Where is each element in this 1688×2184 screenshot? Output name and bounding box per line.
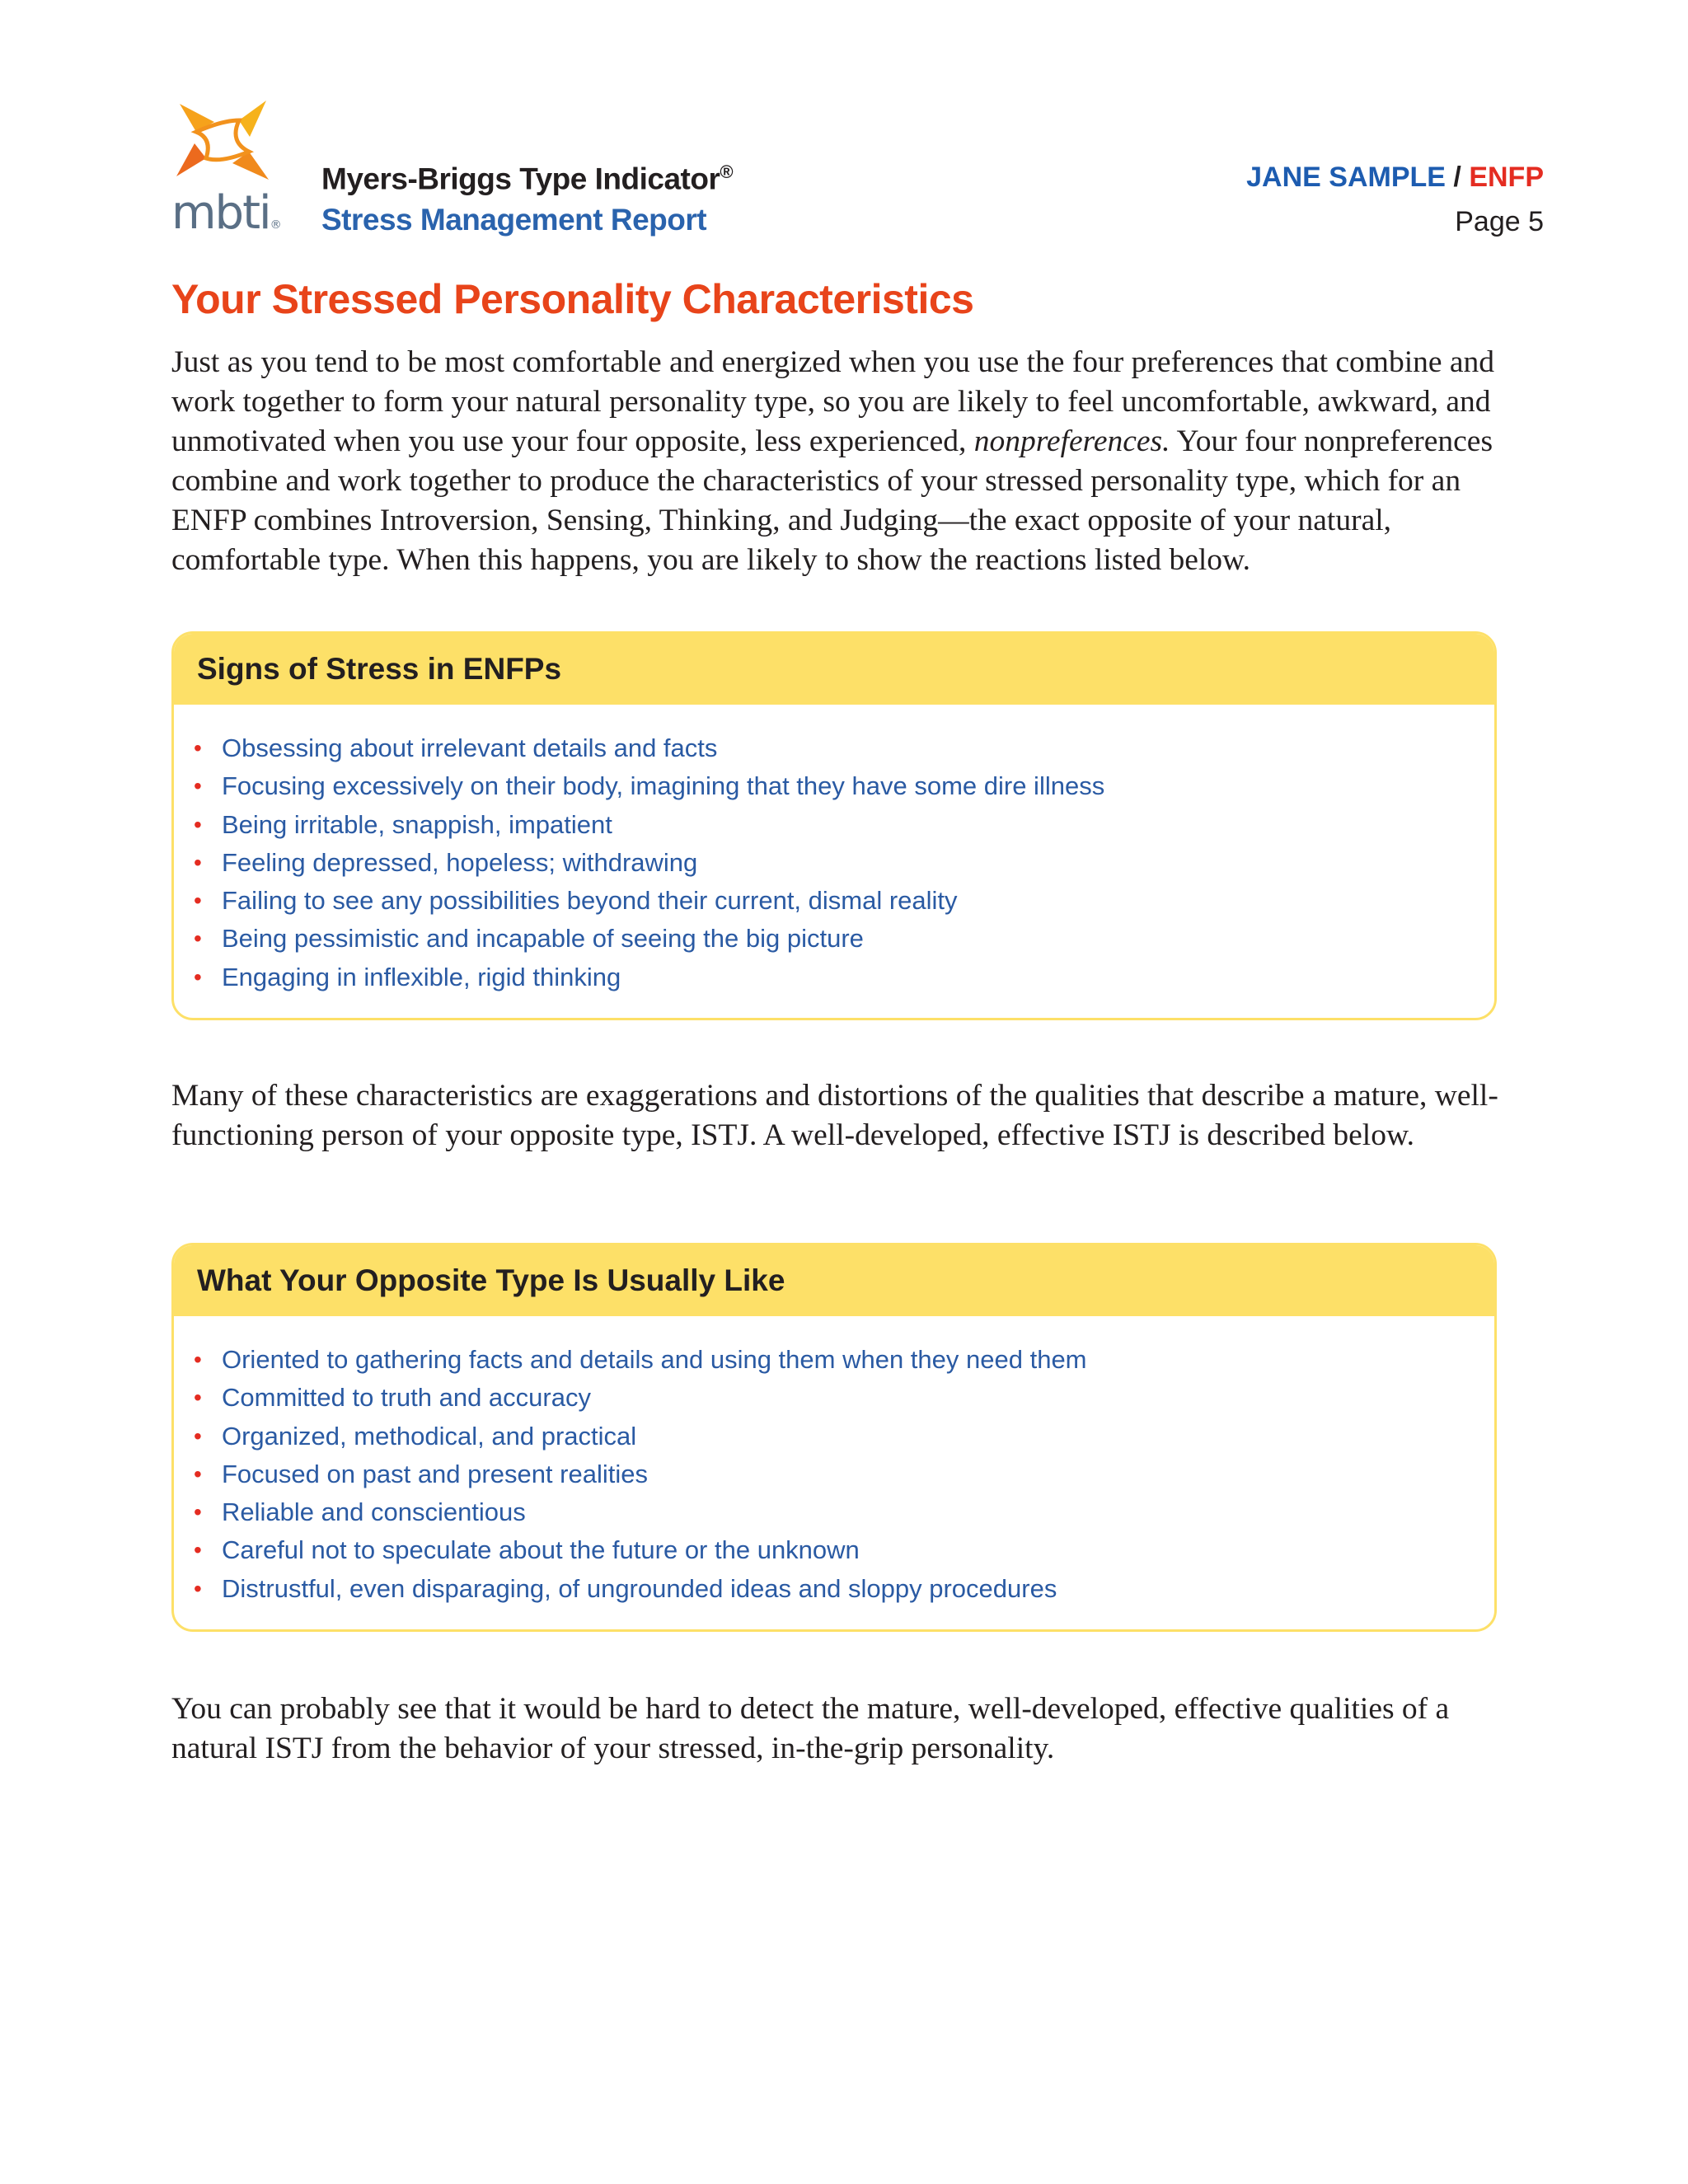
- list-item: • Obsessing about irrelevant details and facts: [222, 729, 1494, 767]
- logo-wordmark: mbti®: [171, 186, 282, 240]
- bullet-icon: •: [194, 1499, 202, 1526]
- list-item: • Failing to see any possibilities beyond their current, dismal reality: [222, 882, 1494, 920]
- list-item: • Distrustful, even disparaging, of ungrounded ideas and sloppy procedures: [222, 1570, 1494, 1608]
- middle-paragraph: Many of these characteristics are exaggerations and distortions of the qualities that describe a mature, well-functioning person of your opposite type, ISTJ. A well-developed, effective ISTJ is described below.: [171, 1079, 1498, 1152]
- signs-list: [174, 705, 1494, 996]
- client-identifier: [1246, 162, 1544, 194]
- separator: /: [1445, 162, 1470, 193]
- bullet-icon: •: [194, 1385, 202, 1411]
- opposite-type-box: [171, 1243, 1497, 1632]
- signs-of-stress-box: [171, 631, 1497, 1020]
- bullet-icon: •: [194, 1460, 202, 1487]
- list-item: • Careful not to speculate about the future or the unknown: [222, 1531, 1494, 1569]
- bullet-icon: •: [194, 888, 202, 914]
- list-item: • Organized, methodical, and practical: [222, 1418, 1494, 1455]
- list-item: • Oriented to gathering facts and details and using them when they need them: [222, 1341, 1494, 1379]
- mbti-logo: [171, 97, 282, 240]
- mbti-star-icon: [171, 97, 274, 188]
- intro-paragraph: Just as you tend to be most comfortable and energized when you use the four preferences that combine and work together to form your natural personality type, so you are likely to feel uncomfortable, awkward, and unmotivated when you use your four opposite, less experienced, nonpreferences. Your four nonpreferences combine and work together to produce the characteristics of your stressed personality type, which for an ENFP combines Introversion, Sensing, Thinking, and Judging—the exact opposite of your natural, comfortable type. When this happens, you are likely to show the reactions listed below.: [171, 345, 1495, 577]
- bullet-icon: •: [194, 926, 202, 952]
- list-item: • Focused on past and present realities: [222, 1455, 1494, 1493]
- opposite-box-title: What Your Opposite Type Is Usually Like: [174, 1245, 1494, 1316]
- bullet-icon: •: [194, 1422, 202, 1449]
- bullet-icon: •: [194, 735, 202, 761]
- page-number: Page 5: [1455, 206, 1544, 237]
- client-type: ENFP: [1469, 162, 1544, 193]
- bullet-icon: •: [194, 963, 202, 990]
- list-item: • Engaging in inflexible, rigid thinking: [222, 958, 1494, 996]
- list-item: • Feeling depressed, hopeless; withdrawing: [222, 844, 1494, 882]
- list-item: • Being irritable, snappish, impatient: [222, 806, 1494, 844]
- client-name: JANE SAMPLE: [1246, 162, 1446, 193]
- list-item: • Committed to truth and accuracy: [222, 1379, 1494, 1417]
- opposite-list: [174, 1316, 1494, 1608]
- emphasis-nonpreferences: nonpreferences.: [973, 424, 1170, 458]
- list-item: • Reliable and conscientious: [222, 1493, 1494, 1531]
- report-subtitle: Stress Management Report: [321, 203, 707, 237]
- section-heading: Your Stressed Personality Characteristics: [171, 276, 974, 322]
- signs-box-title: Signs of Stress in ENFPs: [174, 634, 1494, 705]
- bullet-icon: •: [194, 1347, 202, 1372]
- report-brand-title: Myers-Briggs Type Indicator®: [321, 162, 734, 196]
- bullet-icon: •: [194, 849, 202, 875]
- bullet-icon: •: [194, 1537, 202, 1563]
- list-item: • Focusing excessively on their body, imagining that they have some dire illness: [222, 767, 1494, 805]
- closing-paragraph: You can probably see that it would be hard to detect the mature, well-developed, effective qualities of a natural ISTJ from the behavior of your stressed, in-the-grip personality.: [171, 1692, 1450, 1765]
- bullet-icon: •: [194, 773, 202, 799]
- bullet-icon: •: [194, 811, 202, 837]
- list-item: • Being pessimistic and incapable of seeing the big picture: [222, 920, 1494, 958]
- bullet-icon: •: [194, 1575, 202, 1601]
